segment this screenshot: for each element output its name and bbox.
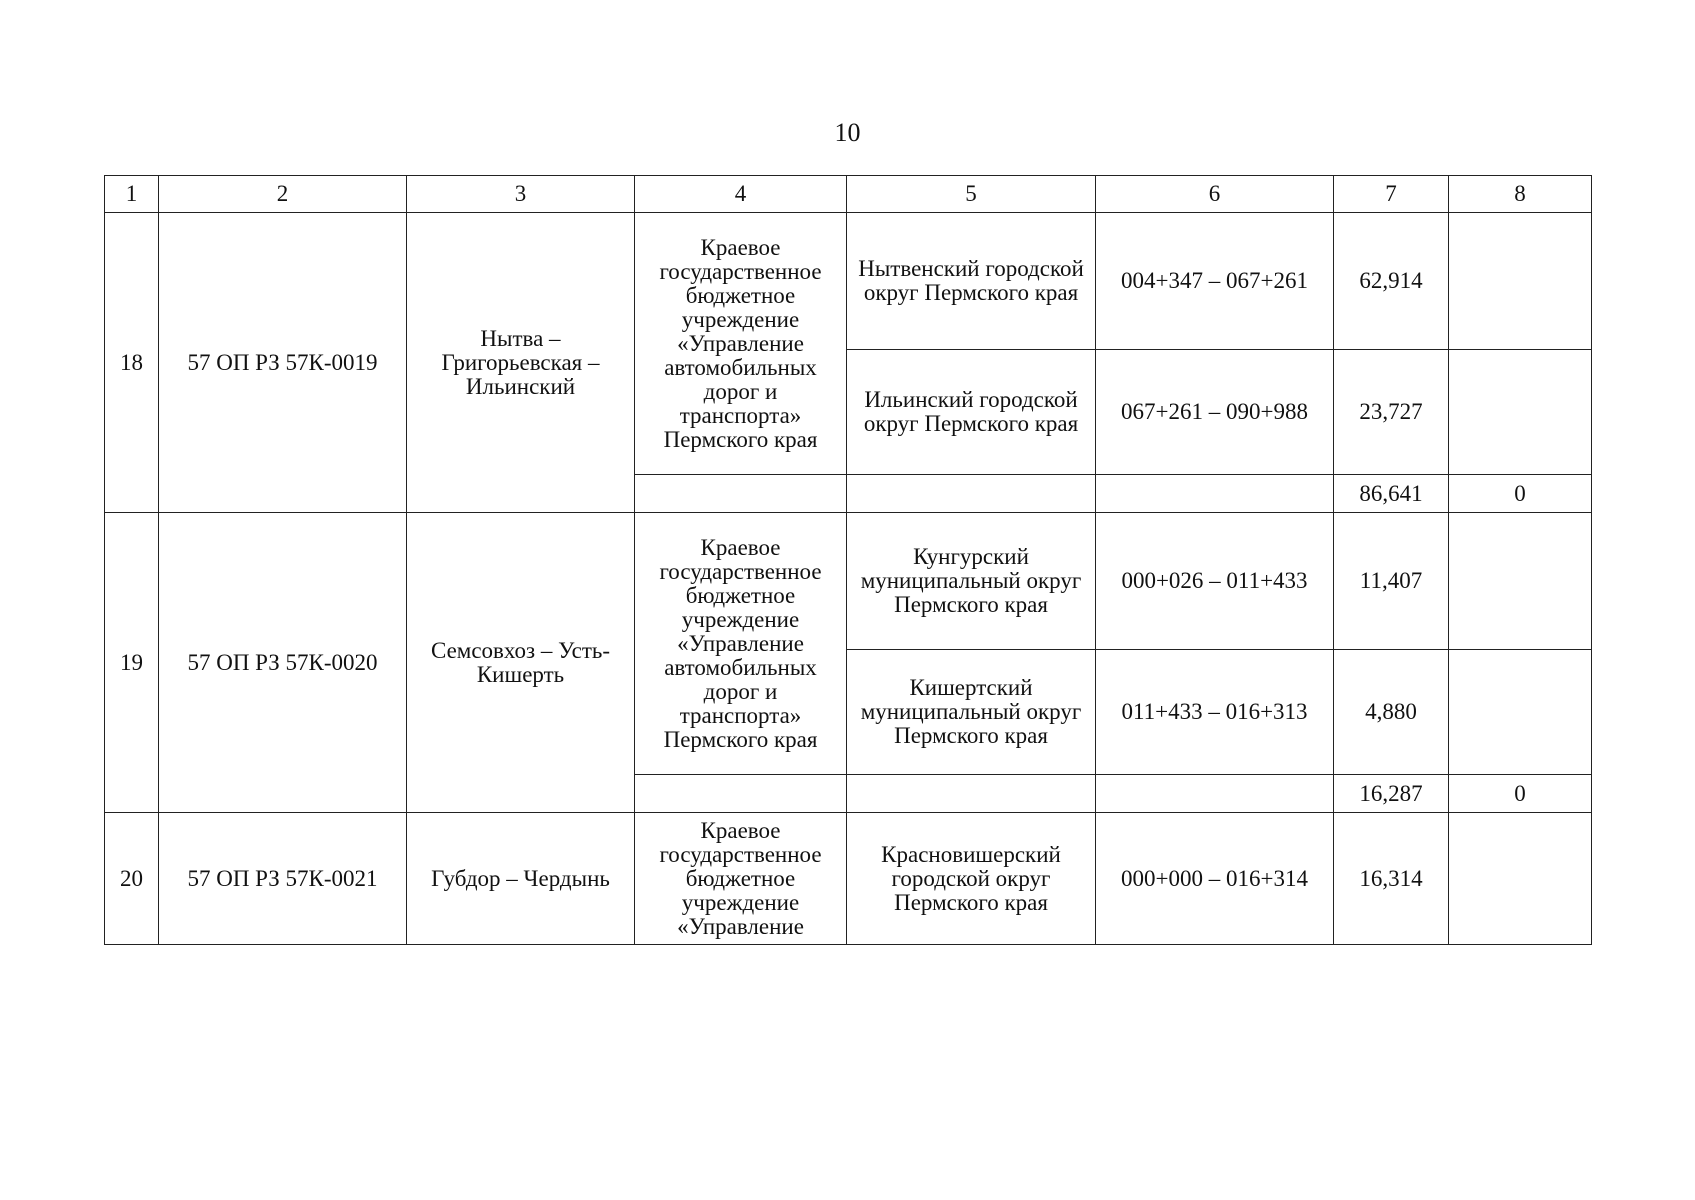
empty-cell bbox=[847, 475, 1096, 513]
empty-cell bbox=[1096, 775, 1334, 813]
row-number: 19 bbox=[105, 513, 159, 813]
length-cell: 23,727 bbox=[1334, 350, 1449, 475]
col8-cell bbox=[1449, 650, 1592, 775]
length-cell: 4,880 bbox=[1334, 650, 1449, 775]
header-col-6: 6 bbox=[1096, 176, 1334, 213]
km-range-cell: 000+026 – 011+433 bbox=[1096, 513, 1334, 650]
length-cell: 16,314 bbox=[1334, 813, 1449, 945]
header-row bbox=[105, 176, 1592, 213]
organization-cell: Краевое государственное бюджетное учреждение «Управление bbox=[635, 813, 847, 945]
km-range-cell: 011+433 – 016+313 bbox=[1096, 650, 1334, 775]
table-row bbox=[105, 213, 1592, 350]
col8-cell bbox=[1449, 350, 1592, 475]
row-number: 20 bbox=[105, 813, 159, 945]
header-col-2: 2 bbox=[159, 176, 407, 213]
organization-cell: Краевое государственное бюджетное учреждение «Управление автомобильных дорог и транспорта» Пермского края bbox=[635, 213, 847, 475]
road-id-cell: 57 ОП РЗ 57К-0020 bbox=[159, 513, 407, 813]
header-col-5: 5 bbox=[847, 176, 1096, 213]
empty-cell bbox=[635, 775, 847, 813]
empty-cell bbox=[635, 475, 847, 513]
empty-cell bbox=[847, 775, 1096, 813]
organization-cell: Краевое государственное бюджетное учреждение «Управление автомобильных дорог и транспорта» Пермского края bbox=[635, 513, 847, 775]
road-id-cell: 57 ОП РЗ 57К-0021 bbox=[159, 813, 407, 945]
empty-cell bbox=[1096, 475, 1334, 513]
road-name-cell: Нытва – Григорьевская – Ильинский bbox=[407, 213, 635, 513]
header-col-7: 7 bbox=[1334, 176, 1449, 213]
length-cell: 62,914 bbox=[1334, 213, 1449, 350]
header-col-8: 8 bbox=[1449, 176, 1592, 213]
total-col8-cell: 0 bbox=[1449, 475, 1592, 513]
district-cell: Кишертский муниципальный округ Пермского края bbox=[847, 650, 1096, 775]
header-col-4: 4 bbox=[635, 176, 847, 213]
km-range-cell: 004+347 – 067+261 bbox=[1096, 213, 1334, 350]
length-cell: 11,407 bbox=[1334, 513, 1449, 650]
district-cell: Кунгурский муниципальный округ Пермского края bbox=[847, 513, 1096, 650]
page-number: 10 bbox=[834, 118, 861, 147]
district-cell: Красновишерский городской округ Пермского края bbox=[847, 813, 1096, 945]
district-cell: Ильинский городской округ Пермского края bbox=[847, 350, 1096, 475]
road-name-cell: Семсовхоз – Усть-Кишерть bbox=[407, 513, 635, 813]
total-col8-cell: 0 bbox=[1449, 775, 1592, 813]
roads-table bbox=[104, 175, 1592, 945]
road-id-cell: 57 ОП РЗ 57К-0019 bbox=[159, 213, 407, 513]
table-row bbox=[105, 813, 1592, 945]
col8-cell bbox=[1449, 513, 1592, 650]
header-col-3: 3 bbox=[407, 176, 635, 213]
km-range-cell: 000+000 – 016+314 bbox=[1096, 813, 1334, 945]
district-cell: Нытвенский городской округ Пермского края bbox=[847, 213, 1096, 350]
col8-cell bbox=[1449, 813, 1592, 945]
col8-cell bbox=[1449, 213, 1592, 350]
road-name-cell: Губдор – Чердынь bbox=[407, 813, 635, 945]
row-number: 18 bbox=[105, 213, 159, 513]
table-row bbox=[105, 513, 1592, 650]
km-range-cell: 067+261 – 090+988 bbox=[1096, 350, 1334, 475]
header-col-1: 1 bbox=[105, 176, 159, 213]
total-length-cell: 86,641 bbox=[1334, 475, 1449, 513]
total-length-cell: 16,287 bbox=[1334, 775, 1449, 813]
